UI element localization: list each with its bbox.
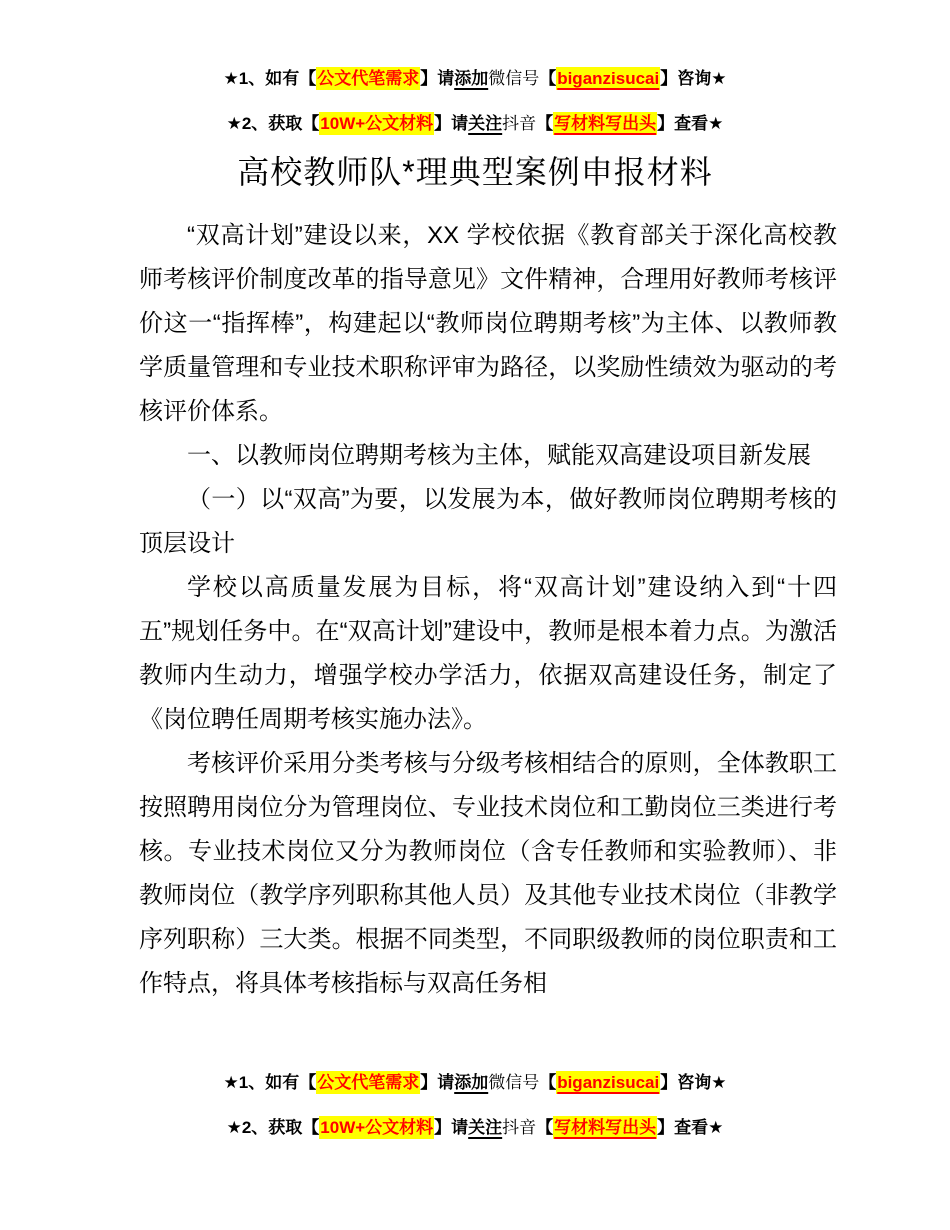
ad1-wechat-id: biganzisucai (557, 1073, 660, 1092)
ad2-douyin-label: 抖音 (502, 1118, 537, 1137)
ad1-service-highlight: 公文代笔需求 (317, 69, 420, 88)
ad1-add-underline: 添加 (454, 1073, 489, 1092)
ad-line-1 (0, 56, 950, 101)
ad2-prefix: ★2、获取【 (226, 114, 320, 133)
header-promo-lines (0, 0, 950, 146)
body-paragraph: “双高计划”建设以来，XX 学校依据《教育部关于深化高校教师考核评价制度改革的指导意见》文件精神，合理用好教师考核评价这一“指挥棒”，构建起以“教师岗位聘期考核”为主体、以教师教学质量管理和专业技术职称评审为路径，以奖励性绩效为驱动的考核评价体系。 (139, 222, 837, 425)
ad2-material-highlight: 10W+公文材料 (320, 114, 434, 133)
ad1-suffix: 】咨询★ (660, 1073, 727, 1092)
ad2-prefix: ★2、获取【 (226, 1118, 320, 1137)
body-paragraph: 学校以高质量发展为目标，将“双高计划”建设纳入到“十四五”规划任务中。在“双高计划”建设中，教师是根本着力点。为激活教师内生动力，增强学校办学活力，依据双高建设任务，制定了《岗位聘任周期考核实施办法》。 (139, 574, 837, 733)
ad1-prefix: ★1、如有【 (223, 1073, 317, 1092)
ad2-douyin-id: 写材料写出头 (554, 1118, 657, 1137)
ad1-bracket-please: 】请 (420, 69, 455, 88)
ad2-suffix: 】查看★ (657, 114, 724, 133)
ad2-follow-underline: 关注 (468, 1118, 503, 1137)
ad2-douyin-label: 抖音 (502, 114, 537, 133)
ad2-open-bracket: 【 (536, 114, 554, 133)
ad2-bracket-please: 】请 (434, 1118, 469, 1137)
ad1-prefix: ★1、如有【 (223, 69, 317, 88)
ad2-suffix: 】查看★ (657, 1118, 724, 1137)
body-paragraph: 考核评价采用分类考核与分级考核相结合的原则，全体教职工按照聘用岗位分为管理岗位、专业技术岗位和工勤岗位三类进行考核。专业技术岗位又分为教师岗位（含专任教师和实验教师）、非教师岗位（教学序列职称其他人员）及其他专业技术岗位（非教学序列职称）三大类。根据不同类型，不同职级教师的岗位职责和工作特点，将具体考核指标与双高任务相 (139, 750, 837, 997)
document-title: 高校教师队*理典型案例申报材料 (237, 154, 713, 190)
ad1-wechat-id: biganzisucai (557, 69, 660, 88)
document-body (139, 214, 837, 1006)
ad2-bracket-please: 】请 (434, 114, 469, 133)
ad1-wechat-label: 微信号 (488, 69, 540, 88)
ad-line-2 (0, 1105, 950, 1150)
ad-line-2 (0, 101, 950, 146)
ad1-service-highlight: 公文代笔需求 (317, 1073, 420, 1092)
ad1-add-underline: 添加 (454, 69, 489, 88)
ad1-open-bracket: 【 (539, 1073, 557, 1092)
ad2-follow-underline: 关注 (468, 114, 503, 133)
ad-line-1 (0, 1060, 950, 1105)
section-heading2: （一）以“双高”为要，以发展为本，做好教师岗位聘期考核的顶层设计 (139, 486, 837, 557)
footer-promo-lines (0, 1060, 950, 1150)
section-heading1: 一、以教师岗位聘期考核为主体，赋能双高建设项目新发展 (187, 442, 811, 469)
ad1-open-bracket: 【 (539, 69, 557, 88)
ad2-material-highlight: 10W+公文材料 (320, 1118, 434, 1137)
ad1-wechat-label: 微信号 (488, 1073, 540, 1092)
ad1-suffix: 】咨询★ (660, 69, 727, 88)
ad2-douyin-id: 写材料写出头 (554, 114, 657, 133)
ad2-open-bracket: 【 (536, 1118, 554, 1137)
ad1-bracket-please: 】请 (420, 1073, 455, 1092)
